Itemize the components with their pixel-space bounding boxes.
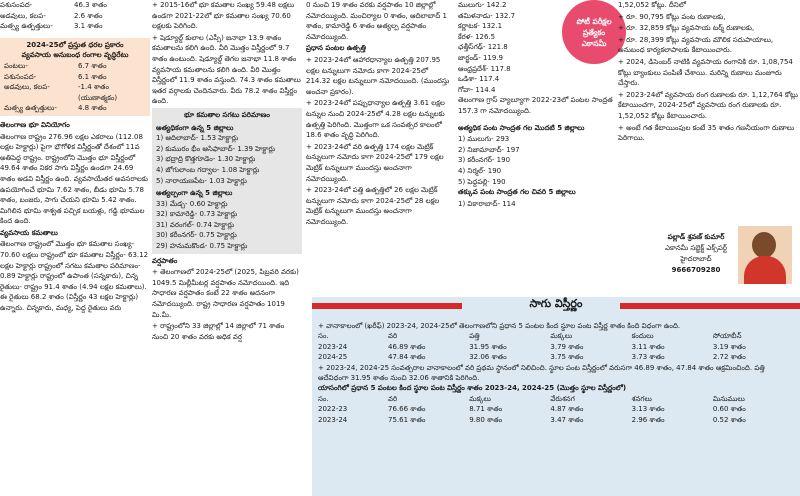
list-item: 33) మేడ్చ- 0.60 హెక్టార్లు: [156, 199, 228, 208]
box-title: 2024-25లో ప్రస్తుత ధరల ప్రకారం: [26, 40, 124, 49]
list-item: 32) కామారెడ్డి- 0.73 హెక్టార్లు: [156, 210, 238, 219]
column-2: [152, 0, 302, 343]
density-note: తెలంగాణ గ్రాస్ వ్యాల్యూగా 2022-23లో పంటల సాంద్రత 157.3 గా నమోదయ్యింది.: [458, 96, 613, 115]
list-item: కర్ణాటక- 132.1: [458, 22, 503, 31]
bullet: + రూ. 32,859 కోట్లు వ్యవసాయ టర్మ్ రుణాలకు,: [618, 24, 755, 33]
table-row: 2023-24 46.89 శాతం 31.95 శాతం 3.79 శాతం 3.11 శాతం 3.19 శాతం: [318, 342, 746, 351]
holding-size-box: [152, 108, 302, 254]
author-head: [752, 232, 776, 258]
growth-row: పంటలు- 6.7 శాతం: [4, 61, 107, 70]
list-item: ములుగు- 142.2: [458, 1, 507, 9]
box-subtitle: వ్యవసాయ అనుబంధ రంగాల వృద్ధిరేటు: [21, 51, 129, 60]
density-title: అత్యధిక పంట సాంద్రత గల మొదటి 5 జిల్లాలు: [458, 123, 585, 132]
bullet: + రూ. 90,795 కోట్లు పంట రుణాలకు,: [618, 12, 726, 21]
bullet: + 2023-24లో పత్తి ఉత్పత్తిలో 26 లక్షల మెట్రిక్ టన్నులుగా నమోదు కాగా 2024-25లో 28 లక్షల మెట్రిక్ టన్నులుగా ముందస్తు అంచనాగా నమోదయ్యింది.: [306, 186, 440, 226]
list-item: 1) ఆదిలాబాద్- 1.53 హెక్టార్లు: [156, 134, 239, 143]
stat-row: పశుసంపద- 46.3 శాతం: [0, 1, 107, 9]
top-stats: [0, 0, 150, 32]
bullet: + రాష్ట్రంలోని 33 జిల్లాల్లో 14 జిల్లాలో 71 శాతం నుంచి 20 శాతం వరకు అధిక వర్ష: [152, 322, 285, 341]
list-item: ఆంధ్రప్రదేశ్- 117.8: [458, 64, 511, 73]
exam-special-badge: పోటీ పరీక్షల ప్రత్యేకం ఎకానమీ: [562, 0, 626, 64]
table-header: సం. వరి పత్తి మక్కలు కందులు సోయాబీన్: [318, 332, 742, 341]
bullet: + అంటే గత కేటాయింపుల కంటే 35 శాతం గణనీయంగా రుణాలు పెరిగాయి.: [618, 123, 795, 143]
growth-row: అడవులు, కలప- -1.4 శాతం: [4, 83, 110, 92]
list-item: 4) జోగులాంబ గద్వాల- 1.08 హెక్టార్లు: [156, 165, 260, 174]
stat-row: అడవులు, కలప- 2.6 శాతం: [0, 11, 103, 20]
list-item: కేరళ- 126.5: [458, 32, 496, 41]
table2-title: యాసంగిలో ప్రధాన 5 పంటల కింద స్థూల పంట విస్తీర్ణం శాతం 2023-24, 2024-25 (మొత్తం స్థూల విస్తీర్ణంలో): [318, 384, 627, 393]
rain-list: [458, 0, 558, 95]
growth-row: మత్స్య ఉత్పత్తులు- 4.8 శాతం: [4, 104, 107, 113]
list-item: 3) కరీంనగర్- 190: [458, 156, 511, 165]
land-use-paragraph: తెలంగాణ రాష్ట్రం 276.96 లక్షల ఎకరాలు (112.08 లక్షల హెక్టార్లు) పైగా భౌగోళిక విస్తీర్ణంతో దేశంలో 11వ అతిపెద్ద రాష్ట్రం. రాష్ట్రంలోని మొత్తం భూ విస్తీర్ణంలో 49.64 శాతం నికర సాగు విస్తీర్ణం ఉండగా 24.69 శాతం అడవి విస్తీర్ణం ఉంది. వ్యవసాయేతర అవసరాలకు ఉపయోగించే భూమి 7.62 శాతం, బీడు భూమి 5.78 శాతం, బంజరు, సాగు చేయని భూమి 5.42 శాతం. మిగిలిన భూమి శాశ్వత పచ్చిక బయళ్లు, గడ్డి భూముల కింద ఉంది.: [0, 132, 148, 226]
bullet: + 2024, డిసెంబర్ నాటికి వ్యవసాయ రంగానికి రూ. 1,08,754 కోట్లు బ్యాంకులు పంపిణీ చేశాయి. మరిన్ని రుణాలు మంజూరు చేస్తారు.: [618, 57, 793, 88]
list-item: తమిళనాడు- 132.7: [458, 11, 516, 20]
bullet: + 2023-24లో వరి ఉత్పత్తి 174 లక్షల మెట్రిక్ టన్నులుగా నమోదు కాగా 2024-25లో 179 లక్షల మెట్రిక్ టన్నులుగా ముందస్తు అంచనాగా నమోదయ్యింది.: [306, 142, 444, 183]
author-body: [744, 256, 786, 284]
author-phone: 9666709280: [671, 266, 721, 274]
list-item: ఛత్తీస్‌గఢ్- 121.8: [458, 43, 508, 52]
list-item: 3) భద్రాద్రి కొత్తగూడెం- 1.30 హెక్టార్లు: [156, 155, 256, 164]
list-item: 2) నిజామాబాద్- 197: [458, 145, 520, 154]
author-role: ఎకానమీ సబ్జెక్ట్ ఎక్స్‌పర్ట్: [664, 244, 728, 252]
growth-row: (యుణాత్మకం): [78, 93, 118, 102]
list-item: గోవా- 114.4: [458, 85, 496, 94]
author-name: పల్లాడ్ శ్రవణ్ కుమార్: [667, 233, 725, 241]
bullet: + 2015-16లో భూ కమతాల సంఖ్య 59.48 లక్షలు ఉండగా 2021-22లో భూ కమతాల సంఖ్య 70.60 లక్షలకు పెరిగింది.: [152, 1, 295, 31]
cultivation-section: [312, 297, 800, 496]
column-3: [306, 0, 454, 228]
list-item: 30) కరీంనగర్- 0.75 హెక్టార్లు: [156, 231, 237, 240]
list-item: 2) కుమురం భీం ఆసిఫాబాద్- 1.39 హెక్టార్లు: [156, 144, 276, 153]
author-card: [622, 226, 792, 286]
author-info: [652, 232, 740, 276]
list-item: 4) నిర్మల్- 190: [458, 166, 502, 175]
paragraph: 1,52,052 కోట్లు. దీనిలో: [618, 1, 686, 9]
bullet: + రూ. 28,399 కోట్లు వ్యవసాయ మౌలిక సదుపాయాలు, అనుబంధ కార్యకలాపాలకు కేటాయించారు.: [618, 35, 774, 55]
stat-row: మత్స్య ఉత్పత్తులు- 3.1 శాతం: [0, 22, 103, 31]
low-density-title: తక్కువ పంట సాంద్రత గల చివరి 5 జిల్లాలు: [458, 188, 576, 197]
growth-rate-box: [0, 38, 150, 116]
list-item: 5) నారాయణపేట- 1.03 హెక్టార్లు: [156, 176, 247, 185]
list-item: 31) వరంగల్- 0.74 హెక్టార్లు: [156, 220, 235, 229]
low-districts-title: అత్యల్పంగా ఉన్న 5 జిల్లాలు: [156, 189, 233, 198]
bullet: + వానాకాలంలో (ఖరీఫ్) 2023-24, 2024-25లో తెలంగాణలోని ప్రధాన 5 పంటల కింద స్థూల పంట విస్తీర్ణ శాతం కింది విధంగా ఉంది.: [318, 322, 681, 330]
holdings-paragraph: తెలంగాణ రాష్ట్రంలో మొత్తం భూ కమతాల సంఖ్య- 70.60 లక్షలు రాష్ట్రంలో భూ కమతాల విస్తీర్ణం- 63.12 లక్షల హెక్టార్లు రాష్ట్రంలో సగటు కమతాల పరిమాణం- 0.89 హెక్టార్లు రాష్ట్రంలో ఉపాంత (సన్నకారు), చిన్న రైతులు- రాష్ట్రం 91.4 శాతం (4.94 లక్షల కమతాలు). ఈ రైతులు 68.2 శాతం (విస్తీర్ణం 43 లక్షల హెక్టార్లు) ఉన్నారు. చిన్నకారు, మధ్య, పెద్ద రైతులు వరు: [0, 240, 149, 313]
table-row: 2024-25 47.84 శాతం 32.06 శాతం 3.75 శాతం 3.73 శాతం 2.72 శాతం: [318, 353, 746, 362]
crops-heading: ప్రధాన పంటల ఉత్పత్తి: [306, 44, 366, 53]
table-header: సం. వరి మక్కలు వేరుశనగ శనగలు మినుములు: [318, 394, 745, 403]
rainfall-heading: వర్షపాతం: [152, 256, 178, 265]
top-districts-title: అత్యధికంగా ఉన్న 5 జిల్లాలు: [156, 123, 234, 132]
column-5: [618, 0, 800, 145]
column-1: [0, 0, 150, 315]
box-title: భూ కమతాల సగటు పరిమాణం: [184, 110, 270, 119]
bullet: + 2023-24, 2024-25 సంవత్సరాల వానాకాలంలో వరి ప్రథమ స్థానంలో నిలిచింది. స్థూల పంట విస్తీర్ణంలో వరుసగా 46.89 శాతం, 47.84 శాతం ఆక్రమించింది. పత్తి ఆదేవిధంగా 31.95 శాతం నుంచి 32.06 శాతానికి పెరిగింది.: [318, 363, 765, 383]
section-title: సాగు విస్తీర్ణం: [529, 297, 583, 310]
table-row: 2023-24 75.61 శాతం 9.80 శాతం 3.47 శాతం 2.96 శాతం 0.52 శాతం: [318, 415, 746, 424]
bullet: + 2023-24లో వ్యవసాయ రంగ రుణాలకు రూ. 1,12,764 కోట్లు కేటాయించగా, 2024-25లో వ్యవసాయ రంగ రుణాలకు రూ. 1,52,052 కోట్లు కేటాయించారు.: [618, 90, 798, 120]
growth-row: పశుసంపద- 6.1 శాతం: [4, 72, 107, 81]
list-item: 5) పెద్దపల్లి- 190: [458, 177, 506, 186]
list-item: ఒడిశా- 117.4: [458, 75, 500, 84]
table-row: 2022-23 76.66 శాతం 8.71 శాతం 4.87 శాతం 3.13 శాతం 0.60 శాతం: [318, 405, 746, 414]
bullet: + తెలంగాణలో 2024-25లో (2025, పిబ్రవరి వరకు) 1049.5 మిల్లీమీటర్ల వర్షపాతం నమోదయింది. ఇది సాధారణ వర్షపాతం కంటే 22 శాతం అదనంగా నమోదయ్యింది. రాష్ట్ర సాధారణ వర్షపాతం 1019 మి.మీ.: [152, 268, 299, 319]
author-photo: [738, 226, 792, 284]
list-item: జార్ఖండ్- 119.9: [458, 53, 503, 62]
author-city: హైదరాబాద్: [680, 255, 712, 263]
section-body: [318, 321, 794, 425]
land-use-heading: తెలంగాణ భూ వినియోగం: [0, 120, 70, 129]
paragraph: 0 నుంచి 19 శాతం వరకు వర్షపాతం 10 జిల్లాల్లో నమోదయ్యింది. మంచిర్యాల 0 శాతం, ఆదిలాబాద్ 1 శాతం, కామారెడ్డి 6 శాతం అత్యల్ప వర్షపాతం నమోదయ్యింది.: [306, 1, 447, 41]
list-item: 1) ములుగు- 293: [458, 135, 510, 144]
bullet: + 2023-24లో పప్పుధాన్యాల ఉత్పత్తి 3.61 లక్షల టన్నుల నుంచి 2024-25లో 4.28 లక్షల టన్నులకు ఉత్పత్తి పెరిగింది. మొత్తంగా ఒక సంవత్సర కాలంలో 18.6 శాతం వృద్ధి పెరిగింది.: [306, 99, 445, 140]
list-item: 29) హనుమకొండ- 0.75 హెక్టార్లు: [156, 242, 248, 251]
list-item: 1) వికారాబాద్- 114: [458, 199, 516, 208]
bullet: + 2023-24లో ఆహారధాన్యాల ఉత్పత్తి 207.95 లక్షల టన్నులుగా నమోదు కాగా 2024-25లో 214.32 లక్షల టన్నులుగా నమోదయింది. (ముందస్తు అంచనా ప్రకారం).: [306, 55, 450, 96]
bullet: + షెడ్యూల్డ్ కులాల (ఎస్సీ) జనాభా 13.9 శాతం కమతాలను కలిగి ఉంది. వీరి మొత్తం విస్తీర్ణంలో 9.7 శాతం ఉంటుంది. షెడ్యూల్డ్ తెగల జనాభా 11.8 శాతం వ్యవసాయ కమతాలను కలిగి ఉంది. వీరి మొత్తం విస్తీర్ణంలో 11.9 శాతం వస్తుంది. 74.3 శాతం కమతాలు ఇతర వర్గాలకు చెందినవారు. వీరు 78.2 శాతం విస్తీర్ణం ఉంది.: [152, 33, 301, 106]
holdings-heading: వ్యవసాయ కమతాలు: [0, 228, 58, 237]
